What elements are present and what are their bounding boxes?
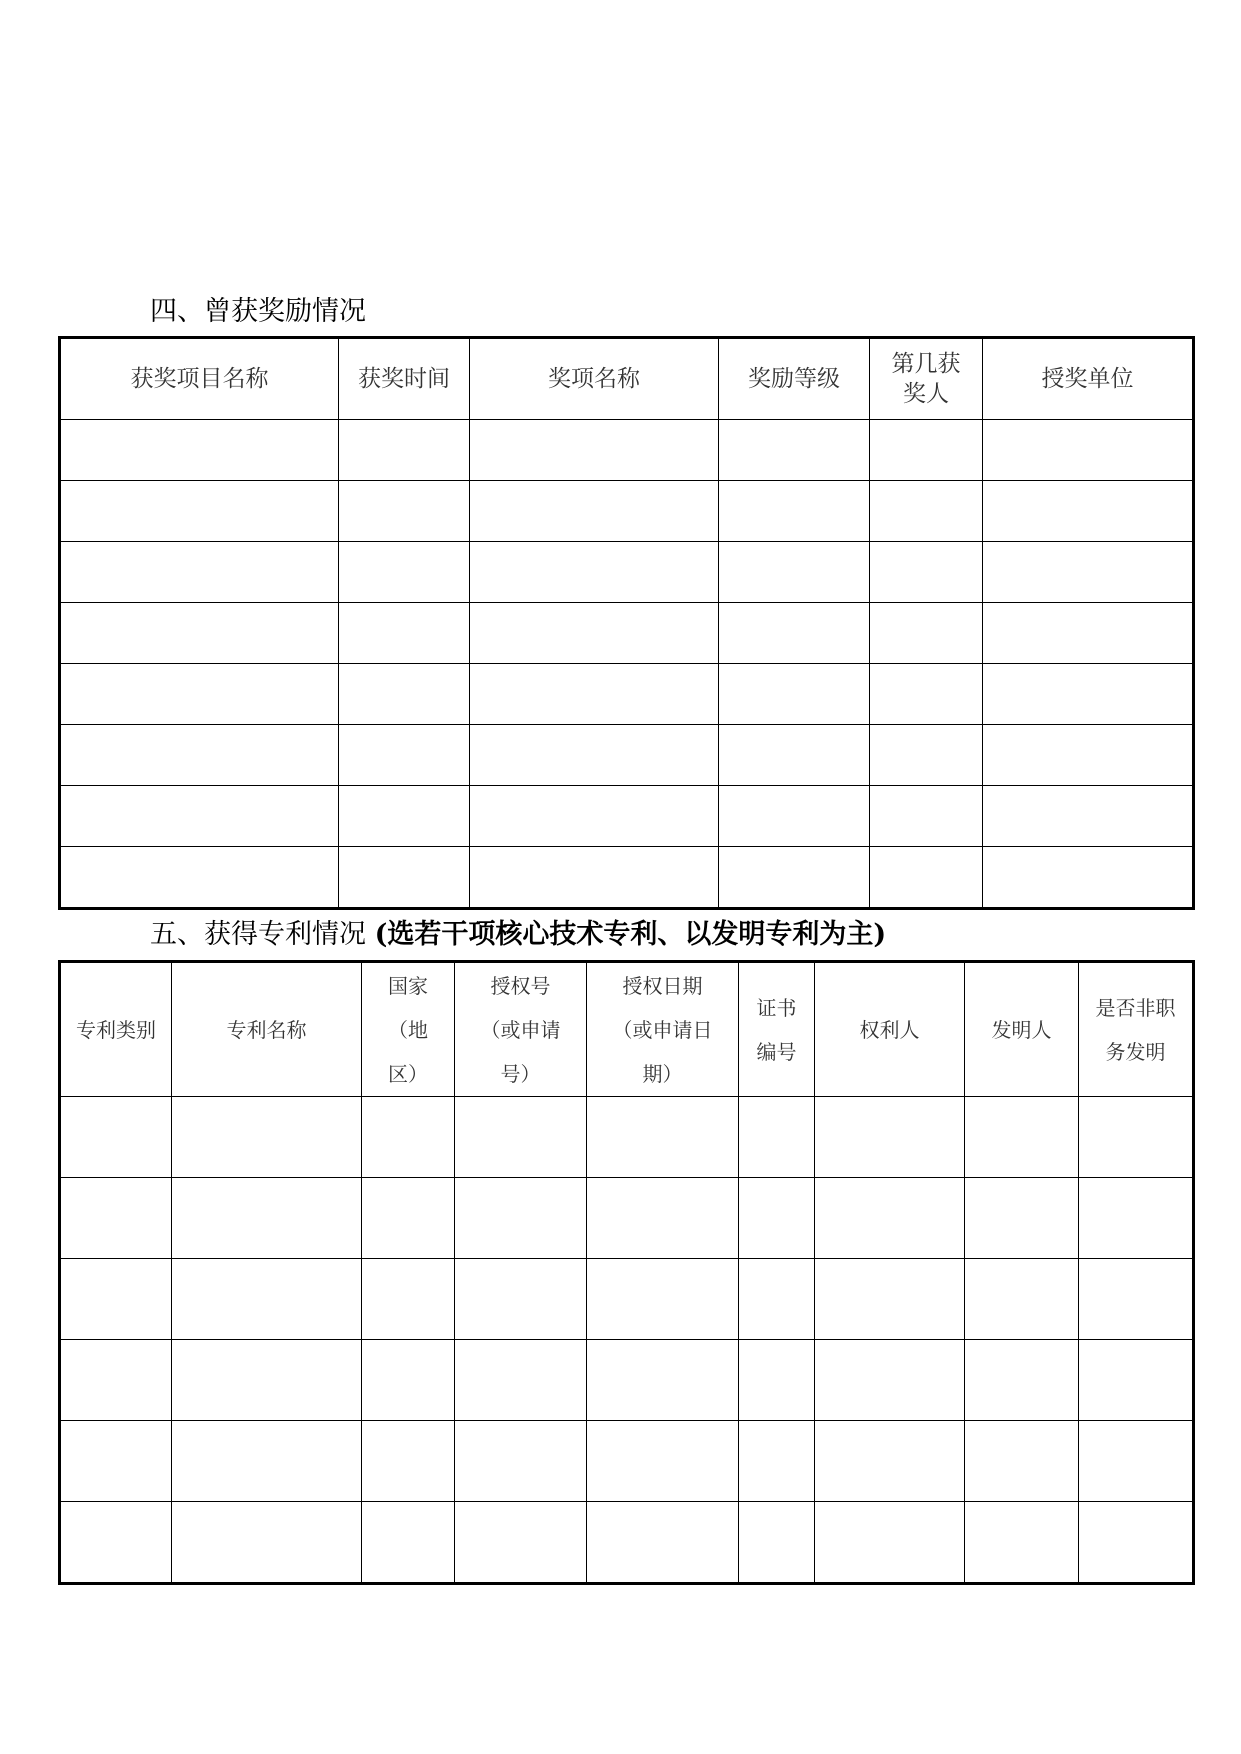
patents-header-text: 国家: [388, 973, 428, 998]
awards-header-text: 获奖项目名称: [130, 366, 269, 392]
patents-header-cell: [739, 962, 815, 1097]
patents-cell[interactable]: [455, 1178, 587, 1259]
awards-header-text: 获奖时间: [358, 366, 450, 392]
awards-row: [60, 542, 1194, 603]
patents-cell[interactable]: [172, 1178, 362, 1259]
patents-row: [60, 1178, 1194, 1259]
patents-cell[interactable]: [965, 1259, 1079, 1340]
patents-header-text: 专利名称: [226, 1017, 307, 1042]
awards-cell[interactable]: [719, 603, 870, 664]
patents-cell[interactable]: [60, 1097, 172, 1178]
awards-cell[interactable]: [870, 847, 983, 909]
patents-header-text: 号）: [500, 1061, 541, 1086]
patents-cell[interactable]: [587, 1097, 739, 1178]
patents-cell[interactable]: [1079, 1502, 1194, 1584]
patents-cell[interactable]: [1079, 1097, 1194, 1178]
awards-cell[interactable]: [870, 664, 983, 725]
section-5-note: (选若干项核心技术专利、以发明专利为主): [374, 919, 887, 950]
awards-cell[interactable]: [339, 786, 470, 847]
awards-cell[interactable]: [470, 603, 719, 664]
patents-cell[interactable]: [362, 1178, 455, 1259]
patents-cell[interactable]: [60, 1502, 172, 1584]
awards-cell[interactable]: [60, 481, 339, 542]
patents-cell[interactable]: [60, 1340, 172, 1421]
awards-cell[interactable]: [719, 664, 870, 725]
awards-cell[interactable]: [870, 725, 983, 786]
awards-cell[interactable]: [339, 542, 470, 603]
patents-cell[interactable]: [1079, 1259, 1194, 1340]
awards-row: [60, 481, 1194, 542]
awards-header-cell: [719, 338, 870, 420]
awards-row: [60, 786, 1194, 847]
patents-cell[interactable]: [455, 1421, 587, 1502]
patents-cell[interactable]: [455, 1097, 587, 1178]
patents-header-text: 是否非职: [1095, 995, 1176, 1020]
awards-cell[interactable]: [719, 542, 870, 603]
awards-cell[interactable]: [719, 847, 870, 909]
patents-cell[interactable]: [172, 1340, 362, 1421]
awards-header-text: 授奖单位: [1041, 366, 1134, 392]
awards-cell[interactable]: [719, 725, 870, 786]
awards-row: [60, 664, 1194, 725]
awards-header-row: [60, 338, 1194, 420]
awards-cell[interactable]: [870, 481, 983, 542]
awards-cell[interactable]: [60, 603, 339, 664]
patents-header-text: 专利类别: [76, 1017, 156, 1042]
section-5-title: 五、获得专利情况: [150, 919, 366, 950]
patents-cell[interactable]: [172, 1502, 362, 1584]
patents-cell[interactable]: [172, 1259, 362, 1340]
awards-header-cell: [470, 338, 719, 420]
awards-cell[interactable]: [870, 786, 983, 847]
awards-cell[interactable]: [983, 786, 1194, 847]
awards-cell[interactable]: [983, 847, 1194, 909]
patents-cell[interactable]: [60, 1178, 172, 1259]
patents-header-text: 授权日期: [622, 973, 703, 998]
awards-header-text: 第几获: [891, 351, 961, 377]
awards-header-cell: [60, 338, 339, 420]
awards-cell[interactable]: [470, 847, 719, 909]
patents-cell[interactable]: [815, 1259, 965, 1340]
section-5-heading: [150, 919, 886, 951]
patents-row: [60, 1421, 1194, 1502]
patents-header-row: [60, 962, 1194, 1097]
patents-header-text: （或申请日: [612, 1017, 713, 1042]
patents-cell[interactable]: [739, 1097, 815, 1178]
awards-cell[interactable]: [339, 725, 470, 786]
patents-row: [60, 1340, 1194, 1421]
awards-cell[interactable]: [983, 542, 1194, 603]
patents-cell[interactable]: [455, 1340, 587, 1421]
awards-header-text: 奖励等级: [748, 366, 840, 392]
awards-cell[interactable]: [983, 664, 1194, 725]
awards-cell[interactable]: [983, 481, 1194, 542]
patents-header-cell: [1079, 962, 1194, 1097]
patents-cell[interactable]: [965, 1421, 1079, 1502]
patents-header-text: 期）: [642, 1061, 683, 1086]
awards-cell[interactable]: [719, 420, 870, 481]
awards-row: [60, 725, 1194, 786]
patents-cell[interactable]: [815, 1178, 965, 1259]
patents-cell[interactable]: [739, 1340, 815, 1421]
awards-header-cell: [983, 338, 1194, 420]
patents-header-text: 证书: [756, 995, 797, 1020]
awards-row: [60, 420, 1194, 481]
patents-table: [58, 960, 1195, 1585]
awards-cell[interactable]: [983, 603, 1194, 664]
awards-cell[interactable]: [870, 603, 983, 664]
patents-cell[interactable]: [739, 1502, 815, 1584]
awards-cell[interactable]: [339, 847, 470, 909]
patents-header-cell: [587, 962, 739, 1097]
patents-header-cell: [815, 962, 965, 1097]
patents-header-cell: [455, 962, 587, 1097]
awards-cell[interactable]: [870, 420, 983, 481]
awards-row: [60, 847, 1194, 909]
awards-cell[interactable]: [470, 725, 719, 786]
awards-cell[interactable]: [339, 420, 470, 481]
awards-cell[interactable]: [339, 603, 470, 664]
section-4-heading: [150, 296, 366, 328]
patents-cell[interactable]: [455, 1502, 587, 1584]
section-4-title: 四、曾获奖励情况: [150, 296, 366, 327]
patents-row: [60, 1259, 1194, 1340]
patents-cell[interactable]: [60, 1421, 172, 1502]
patents-cell[interactable]: [172, 1097, 362, 1178]
patents-cell[interactable]: [587, 1340, 739, 1421]
patents-header-cell: [965, 962, 1079, 1097]
patents-header-text: 区）: [388, 1061, 428, 1086]
patents-header-text: 编号: [756, 1039, 797, 1064]
patents-cell[interactable]: [362, 1502, 455, 1584]
awards-cell[interactable]: [60, 786, 339, 847]
patents-cell[interactable]: [587, 1421, 739, 1502]
patents-cell[interactable]: [965, 1097, 1079, 1178]
patents-cell[interactable]: [739, 1178, 815, 1259]
awards-cell[interactable]: [983, 725, 1194, 786]
patents-cell[interactable]: [455, 1259, 587, 1340]
patents-cell[interactable]: [587, 1178, 739, 1259]
patents-cell[interactable]: [739, 1259, 815, 1340]
patents-cell[interactable]: [815, 1502, 965, 1584]
patents-cell[interactable]: [815, 1340, 965, 1421]
patents-cell[interactable]: [1079, 1421, 1194, 1502]
patents-row: [60, 1097, 1194, 1178]
awards-cell[interactable]: [870, 542, 983, 603]
patents-cell[interactable]: [362, 1259, 455, 1340]
patents-header-text: 发明人: [991, 1017, 1052, 1042]
patents-cell[interactable]: [965, 1340, 1079, 1421]
awards-cell[interactable]: [339, 481, 470, 542]
awards-cell[interactable]: [60, 542, 339, 603]
patents-cell[interactable]: [60, 1259, 172, 1340]
patents-header-text: （地: [388, 1017, 428, 1042]
patents-cell[interactable]: [739, 1421, 815, 1502]
awards-cell[interactable]: [60, 420, 339, 481]
patents-header-cell: [172, 962, 362, 1097]
awards-cell[interactable]: [470, 481, 719, 542]
awards-cell[interactable]: [470, 420, 719, 481]
patents-header-cell: [60, 962, 172, 1097]
awards-header-cell: [870, 338, 983, 420]
patents-header-text: （或申请: [480, 1017, 561, 1042]
patents-cell[interactable]: [815, 1097, 965, 1178]
patents-cell[interactable]: [172, 1421, 362, 1502]
awards-cell[interactable]: [60, 664, 339, 725]
awards-cell[interactable]: [470, 786, 719, 847]
patents-cell[interactable]: [362, 1421, 455, 1502]
patents-header-cell: [362, 962, 455, 1097]
awards-cell[interactable]: [60, 847, 339, 909]
patents-header-text: 权利人: [859, 1017, 920, 1042]
patents-cell[interactable]: [1079, 1178, 1194, 1259]
patents-header-text: 授权号: [490, 973, 551, 998]
patents-cell[interactable]: [815, 1421, 965, 1502]
awards-table: [58, 336, 1195, 910]
awards-header-text: 奖项名称: [548, 366, 640, 392]
awards-header-text: 奖人: [903, 381, 949, 407]
awards-cell[interactable]: [470, 542, 719, 603]
awards-row: [60, 603, 1194, 664]
awards-cell[interactable]: [719, 481, 870, 542]
awards-cell[interactable]: [719, 786, 870, 847]
patents-cell[interactable]: [362, 1340, 455, 1421]
patents-cell[interactable]: [362, 1097, 455, 1178]
patents-cell[interactable]: [1079, 1340, 1194, 1421]
patents-header-text: 务发明: [1105, 1039, 1166, 1064]
awards-cell[interactable]: [339, 664, 470, 725]
awards-cell[interactable]: [470, 664, 719, 725]
awards-header-cell: [339, 338, 470, 420]
patents-cell[interactable]: [965, 1502, 1079, 1584]
awards-cell[interactable]: [60, 725, 339, 786]
patents-cell[interactable]: [587, 1259, 739, 1340]
awards-cell[interactable]: [983, 420, 1194, 481]
patents-cell[interactable]: [587, 1502, 739, 1584]
patents-row: [60, 1502, 1194, 1584]
patents-cell[interactable]: [965, 1178, 1079, 1259]
